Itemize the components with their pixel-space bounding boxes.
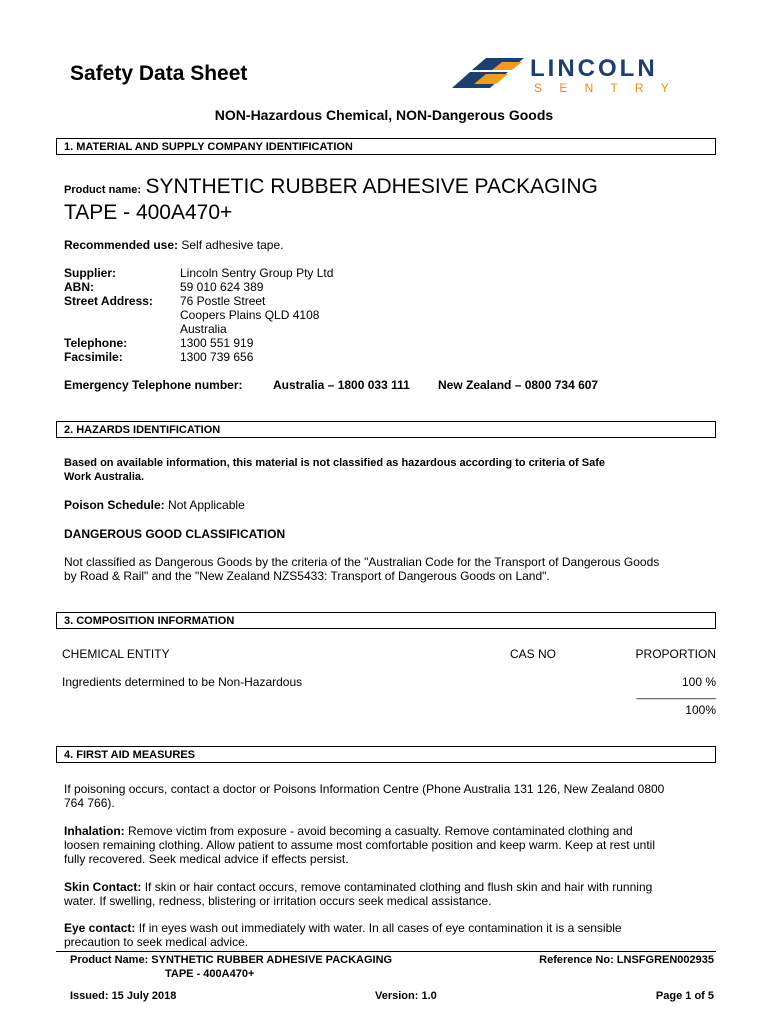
dangerous-good-line2: by Road & Rail" and the "New Zealand NZS5433: Transport of Dangerous Goods on Land". [64,569,550,583]
telephone-label: Telephone: [64,336,128,350]
composition-row-proportion: 100 % [681,675,716,689]
skin-contact-line1 [64,880,652,894]
lincoln-sentry-logo [452,54,702,96]
abn-value: 59 010 624 389 [180,280,264,294]
inhalation-line1 [64,824,633,838]
section-1-heading: 1. MATERIAL AND SUPPLY COMPANY IDENTIFICATION [56,138,716,155]
section-2-heading: 2. HAZARDS IDENTIFICATION [56,421,716,438]
hazard-statement-line2: Work Australia. [64,471,145,483]
column-chemical-entity: CHEMICAL ENTITY [62,647,170,661]
logo-mark-icon [452,58,524,88]
eye-contact-label: Eye contact: [64,921,136,935]
first-aid-poison-line1: If poisoning occurs, contact a doctor or Poisons Information Centre (Phone Australia 131 126, New Zealand 0800 [64,782,665,796]
eye-contact-line1 [64,921,622,935]
footer-product-line2: TAPE - 400A470+ [165,968,255,980]
footer-issued: Issued: 15 July 2018 [70,990,177,1002]
composition-total-rule: _____________ [636,688,716,700]
footer-version: Version: 1.0 [375,990,437,1002]
dangerous-good-heading: DANGEROUS GOOD CLASSIFICATION [64,527,286,541]
poison-schedule-label: Poison Schedule: [64,498,165,512]
skin-contact-line2: water. If swelling, redness, blistering or irritation occurs seek medical assistance. [64,894,492,908]
document-subtitle: NON-Hazardous Chemical, NON-Dangerous Goods [214,107,554,123]
section-3-heading: 3. COMPOSITION INFORMATION [56,612,716,629]
section-4-heading: 4. FIRST AID MEASURES [56,746,716,763]
inhalation-label: Inhalation: [64,824,125,838]
product-name [64,174,598,199]
document-title: Safety Data Sheet [70,62,248,85]
footer-product-line1: Product Name: SYNTHETIC RUBBER ADHESIVE PACKAGING [70,954,393,966]
product-name-line1: SYNTHETIC RUBBER ADHESIVE PACKAGING [145,175,598,198]
recommended-use-label: Recommended use: [64,238,179,252]
skin-contact-label: Skin Contact: [64,880,142,894]
inhalation-text1: Remove victim from exposure - avoid becoming a casualty. Remove contaminated clothing and [128,824,633,838]
inhalation-line3: fully recovered. Seek medical advice if effects persist. [64,852,349,866]
fax-value: 1300 739 656 [180,350,254,364]
address-label: Street Address: [64,294,153,308]
address-line2: Coopers Plains QLD 4108 [180,308,320,322]
supplier-label: Supplier: [64,266,117,280]
abn-label: ABN: [64,280,94,294]
recommended-use-value: Self adhesive tape. [181,238,284,252]
supplier-value: Lincoln Sentry Group Pty Ltd [180,266,334,280]
emergency-new-zealand: New Zealand – 0800 734 607 [438,378,599,392]
column-cas-no: CAS NO [510,647,557,661]
eye-contact-text1: If in eyes wash out immediately with water. In all cases of eye contamination it is a sensible [138,921,622,935]
first-aid-poison-line2: 764 766). [64,796,115,810]
footer-divider [56,951,716,952]
address-line3: Australia [180,322,227,336]
product-name-label: Product name: [64,184,142,196]
inhalation-line2: loosen remaining clothing. Allow patient to assume most comfortable position and keep warm. Keep at rest until [64,838,655,852]
emergency-australia: Australia – 1800 033 111 [273,378,410,392]
product-name-line2: TAPE - 400A470+ [64,201,233,224]
telephone-value: 1300 551 919 [180,336,254,350]
address-line1: 76 Postle Street [180,294,266,308]
hazard-statement-line1: Based on available information, this material is not classified as hazardous according to criteria of Safe [64,457,605,469]
recommended-use [64,238,283,252]
composition-row-entity: Ingredients determined to be Non-Hazardous [62,675,303,689]
skin-contact-text1: If skin or hair contact occurs, remove contaminated clothing and flush skin and hair with running [144,880,653,894]
footer-page: Page 1 of 5 [655,990,714,1002]
dangerous-good-line1: Not classified as Dangerous Goods by the criteria of the "Australian Code for the Transport of Dangerous Goods [64,555,660,569]
column-proportion: PROPORTION [635,647,716,661]
poison-schedule [64,498,245,512]
logo-sub: S E N T R Y [534,81,676,95]
logo-word: LINCOLN [530,55,658,82]
poison-schedule-value: Not Applicable [168,498,245,512]
emergency-label: Emergency Telephone number: [64,378,243,392]
fax-label: Facsimile: [64,350,123,364]
composition-total: 100% [685,703,716,717]
footer-reference: Reference No: LNSFGREN002935 [539,954,714,966]
eye-contact-line2: precaution to seek medical advice. [64,935,249,949]
